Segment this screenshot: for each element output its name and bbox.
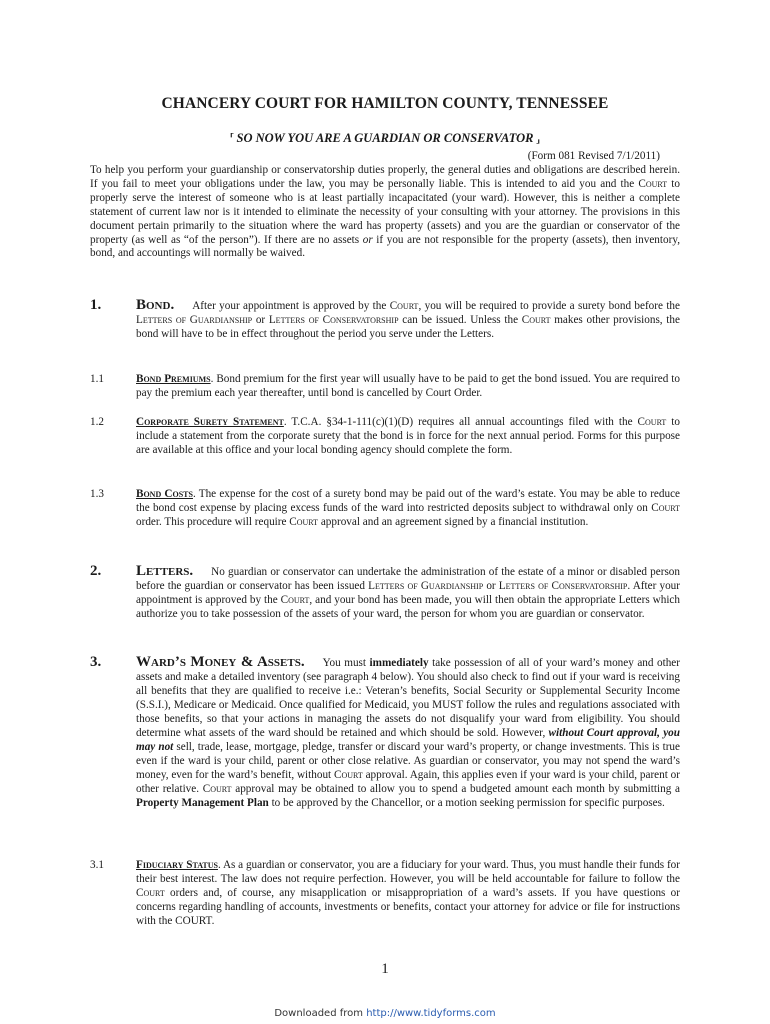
section-body <box>136 372 680 400</box>
intro-court: Court <box>638 177 668 190</box>
text: . As a guardian or conservator, you are a fiduciary for your ward. Thus, you must handle their funds for their best interest. The law does not require perfection. However, you will be held accountable for failure to follow the <box>136 859 680 885</box>
section-heading: Ward’s Money & Assets. <box>136 654 305 670</box>
text: or <box>483 580 499 592</box>
intro-text-2: to properly serve the interest of someone who is at least partially incapacitated (your ward). However, this is neither a complete statement of current law nor is it intended to eliminate the necessity of your consulting with your attorney. The provisions in this document pertain primarily to the situation where the ward has property (assets) and you are the guardian or conservator of the property (as well as “of the person”). If there are no assets <box>90 177 681 246</box>
text: makes other provisions, the bond will have to be in effect throughout the period you serve under the Letters. <box>136 314 680 340</box>
section-heading: Bond Costs <box>136 488 193 500</box>
section-3-1 <box>90 858 680 928</box>
court-term: Court <box>280 594 310 606</box>
court-term: Court <box>637 416 667 428</box>
court-term: Court <box>389 300 419 312</box>
section-number: 1.3 <box>90 488 104 500</box>
emphasis-without-court-approval: without Court approval, you may not <box>136 727 680 753</box>
text: to include a statement from the corporate surety that the bond is in force for the next annual period. Forms for this purpose are available at this office and your local bonding agency should complete the form. <box>136 416 681 456</box>
document-subtitle <box>0 130 770 146</box>
section-heading: Letters. <box>136 563 194 579</box>
text: orders and, of course, any misapplication or misappropriation of a ward’s assets. If you have questions or concerns regarding handling of accounts, investments or benefits, contact your attorney for advice or file for instructions with the COURT. <box>136 887 680 927</box>
text: , and your bond has been made, you will then obtain the appropriate Letters which authorize you to take possession of the assets of your ward, the person for whom you are guardian or conservator. <box>136 594 680 620</box>
letters-conservatorship-term: Letters of Conservatorship <box>498 580 628 592</box>
footer-prefix: Downloaded from <box>274 1008 367 1019</box>
section-body <box>136 655 680 810</box>
intro-text-1: To help you perform your guardianship or conservatorship duties properly, the general duties and obligations are described herein. If you fail to meet your obligations under the law, you may be personally liable. This is intended to aid you and the <box>90 164 680 190</box>
letters-guardianship-term: Letters of Guardianship <box>136 314 253 326</box>
section-body <box>136 858 680 928</box>
emphasis-immediately: immediately <box>369 657 429 669</box>
text: You must <box>322 657 370 669</box>
section-1 <box>90 298 680 341</box>
section-body <box>136 487 680 529</box>
court-term: Court <box>651 502 680 514</box>
text: . After your appointment is approved by the <box>136 580 680 606</box>
text: take possession of all of your ward’s money and other assets and make a detailed inventory (see paragraph 4 below). You should also check to find out if your ward is receiving all benefits that they are qualified to receive i.e.: Veteran’s benefits, Social Security or Supplemental Security Income (S.S.I.), Medicare or Medicaid. Once qualified for Medicaid, you MUST follow the rules and regulations associated with those benefits, so that your actions in managing the assets do not disqualify your ward from eligibility. You should determine what assets of the ward should be retained and which should be sold. However, <box>136 657 680 739</box>
text: order. This procedure will require <box>136 516 290 528</box>
section-number: 1. <box>90 297 102 313</box>
section-number: 2. <box>90 563 102 579</box>
form-revision: (Form 081 Revised 7/1/2011) <box>527 150 660 162</box>
section-number: 1.1 <box>90 373 104 385</box>
section-number: 3.1 <box>90 859 104 871</box>
court-term: Court <box>289 516 319 528</box>
text: can be issued. Unless the <box>398 314 522 326</box>
text: to be approved by the Chancellor, or a motion seeking permission for specific purposes. <box>268 797 665 809</box>
document-title: CHANCERY COURT FOR HAMILTON COUNTY, TENNESSEE <box>161 95 609 112</box>
letters-guardianship-term: Letters of Guardianship <box>368 580 484 592</box>
text: . The expense for the cost of a surety bond may be paid out of the ward’s estate. You may be able to reduce the bond cost expense by placing excess funds of the ward into restricted deposits subject to withdrawal only on <box>136 488 681 514</box>
section-3 <box>90 655 680 810</box>
letters-conservatorship-term: Letters of Conservatorship <box>268 314 399 326</box>
section-number: 1.2 <box>90 416 104 428</box>
section-1-1 <box>90 372 680 400</box>
section-heading: Fiduciary Status <box>136 859 218 871</box>
page-number: 1 <box>381 961 389 977</box>
court-term: Court <box>202 783 232 795</box>
section-heading: Bond Premiums <box>136 373 211 385</box>
intro-paragraph <box>90 164 680 261</box>
section-body <box>136 415 680 457</box>
section-number: 3. <box>90 654 102 670</box>
text: After your appointment is approved by the <box>192 300 390 312</box>
text: approval. Again, this applies even if your ward is your child, parent or other relative. <box>136 769 680 795</box>
emphasis-property-management-plan: Property Management Plan <box>136 797 269 809</box>
text: , you will be required to provide a surety bond before the <box>418 300 680 312</box>
court-term: Court <box>136 887 165 899</box>
right-ornament-icon: ⸥ <box>535 131 541 145</box>
download-footer <box>0 1008 770 1019</box>
section-heading: Bond. <box>136 297 175 313</box>
text: . T.C.A. §34-1-111(c)(1)(D) requires all annual accountings filed with the <box>283 416 638 428</box>
subtitle-text: SO NOW YOU ARE A GUARDIAN OR CONSERVATOR <box>236 131 534 145</box>
text: sell, trade, lease, mortgage, pledge, transfer or discard your ward’s property, or change investments. This is true even if the ward is your child, parent or other close relative. As guardian or conservator, you may not spend the ward’s money, even for the ward’s benefit, without <box>136 741 680 781</box>
section-body <box>136 564 680 621</box>
text: approval and an agreement signed by a financial institution. <box>318 516 589 528</box>
section-1-2 <box>90 415 680 457</box>
section-body <box>136 298 680 341</box>
court-term: Court <box>521 314 551 326</box>
intro-text-3: if you are not responsible for the property (assets), then inventory, bond, and accountings will normally be waived. <box>90 233 680 260</box>
left-ornament-icon: ⸢ <box>229 131 235 145</box>
text: . Bond premium for the first year will usually have to be paid to get the bond issued. You are required to pay the premium each year thereafter, until bond is cancelled by Court Order. <box>136 373 680 399</box>
text: approval may be obtained to allow you to spend a budgeted amount each month by submitting a <box>231 783 680 795</box>
intro-or: or <box>362 233 373 246</box>
section-heading: Corporate Surety Statement <box>136 416 284 428</box>
section-1-3 <box>90 487 680 529</box>
section-2 <box>90 564 680 621</box>
court-term: Court <box>333 769 363 781</box>
text: No guardian or conservator can undertake the administration of the estate of a minor or disabled person before the guardian or conservator has been issued <box>136 566 680 592</box>
footer-link[interactable]: http://www.tidyforms.com <box>366 1008 496 1019</box>
text: or <box>252 314 269 326</box>
